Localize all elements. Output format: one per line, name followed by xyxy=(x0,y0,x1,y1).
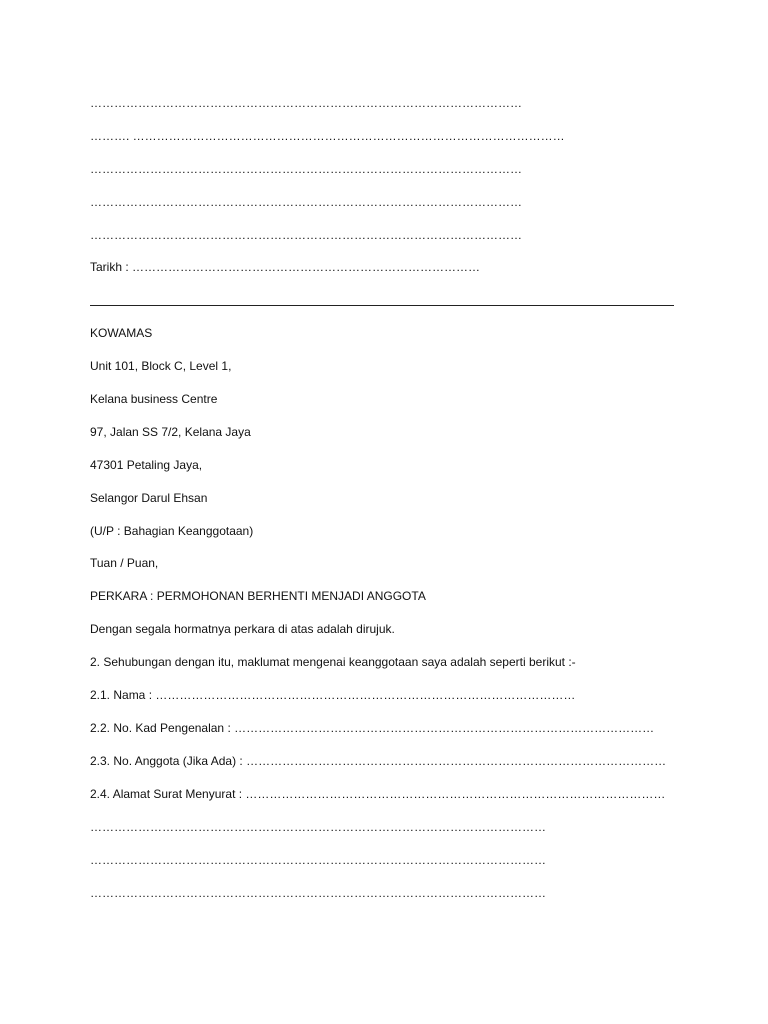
field-member-number: 2.3. No. Anggota (Jika Ada) : …………………………………………………………………………………………… xyxy=(90,754,667,768)
recipient-address-line-1: Unit 101, Block C, Level 1, xyxy=(90,359,232,373)
recipient-address-line-5: Selangor Darul Ehsan xyxy=(90,491,208,505)
field-mailing-address: 2.4. Alamat Surat Menyurat : …………………………………………………………………………………………… xyxy=(90,787,666,801)
date-line: Tarikh : …………………………………………………………………………… xyxy=(90,260,481,274)
sender-line-5: ……………………………………………………………………………………………… xyxy=(90,228,522,242)
sender-line-2: ………. ……………………………………………………………………………………………… xyxy=(90,129,565,143)
address-line-3: …………………………………………………………………………………………………… xyxy=(90,886,546,900)
recipient-address-line-2: Kelana business Centre xyxy=(90,392,218,406)
field-ic-number: 2.2. No. Kad Pengenalan : …………………………………………………………………………………………… xyxy=(90,721,655,735)
recipient-address-line-4: 47301 Petaling Jaya, xyxy=(90,458,203,472)
recipient-org: KOWAMAS xyxy=(90,326,153,340)
address-line-2: …………………………………………………………………………………………………… xyxy=(90,853,546,867)
sender-line-3: ……………………………………………………………………………………………… xyxy=(90,162,522,176)
subject-line: PERKARA : PERMOHONAN BERHENTI MENJADI ANGGOTA xyxy=(90,589,426,603)
sender-line-1: ……………………………………………………………………………………………… xyxy=(90,96,522,110)
attention-line: (U/P : Bahagian Keanggotaan) xyxy=(90,524,254,538)
sender-line-4: ……………………………………………………………………………………………… xyxy=(90,195,522,209)
address-line-1: …………………………………………………………………………………………………… xyxy=(90,820,546,834)
paragraph-2: 2. Sehubungan dengan itu, maklumat mengenai keanggotaan saya adalah seperti berikut :- xyxy=(90,655,576,669)
recipient-address-line-3: 97, Jalan SS 7/2, Kelana Jaya xyxy=(90,425,251,439)
field-name: 2.1. Nama : …………………………………………………………………………………………… xyxy=(90,688,576,702)
salutation: Tuan / Puan, xyxy=(90,556,159,570)
separator-line xyxy=(90,305,674,306)
paragraph-1: Dengan segala hormatnya perkara di atas adalah dirujuk. xyxy=(90,622,395,636)
